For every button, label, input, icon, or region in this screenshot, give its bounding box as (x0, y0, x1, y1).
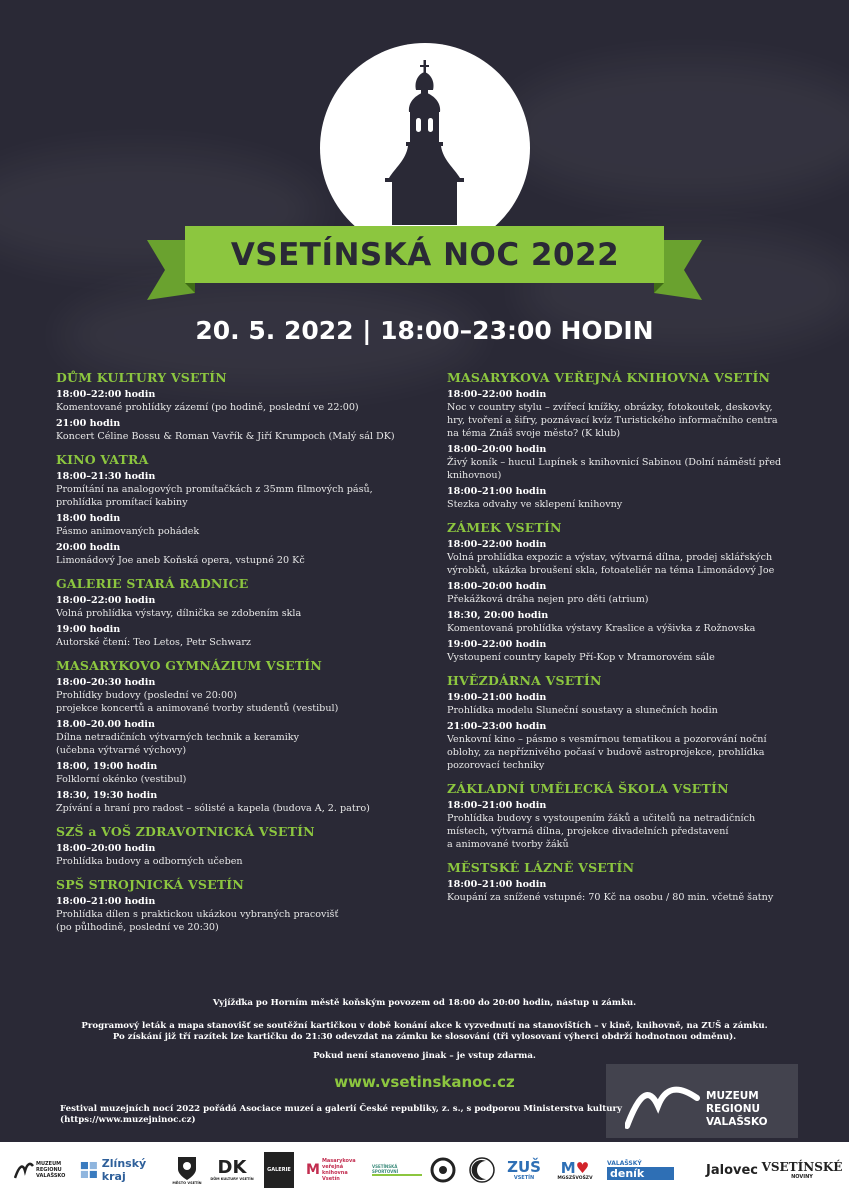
entry-time: 18:00–21:00 hodin (56, 896, 156, 907)
jalovec-logo (706, 1152, 762, 1188)
venue-title: KINO VATRA (56, 452, 149, 467)
muzeum-line: REGIONU (706, 1103, 761, 1115)
logo-text: NOVINY (791, 1173, 813, 1180)
entry-time: 19:00–21:00 hodin (447, 692, 547, 703)
knihovna-logo: M Masarykova veřejná knihovna Vsetín (306, 1152, 364, 1188)
entry-description: Dílna netradičních výtvarných technik a keramiky (učebna výtvarné výchovy) (56, 732, 300, 756)
venue-title: MĚSTSKÉ LÁZNĚ VSETÍN (447, 860, 635, 875)
coat-of-arms-icon (176, 1155, 198, 1181)
venue-kino-vatra (56, 452, 441, 567)
gymnazium-logo (466, 1152, 498, 1188)
entry-time: 18:30, 19:30 hodin (56, 790, 158, 801)
entry-time: 18:00–21:00 hodin (447, 800, 547, 811)
program-entry (447, 720, 807, 772)
logo-text: MGSZŠVOŠZV (557, 1175, 593, 1181)
entry-description: Volná prohlídka expozic a výstav, výtvarná dílna, prodej sklářských výrobků, ukázka broušení skla, fotoateliér na téma Limonádový Joe (447, 552, 775, 576)
entry-time: 21:00–23:00 hodin (447, 721, 547, 732)
venue-title: MASARYKOVO GYMNÁZIUM VSETÍN (56, 658, 322, 673)
entry-time: 18:30, 20:00 hodin (447, 610, 549, 621)
venue-galerie (56, 576, 441, 649)
event-title: VSETÍNSKÁ NOC 2022 (230, 236, 620, 273)
entry-time: 18:00, 19:00 hodin (56, 761, 158, 772)
program-entry (447, 799, 807, 851)
program-entry (56, 470, 441, 509)
venue-gymnazium (56, 658, 441, 815)
entry-time: 20:00 hodin (56, 542, 121, 553)
footer-ride-note: Vyjížďka po Horním městě koňským povozem od 18:00 do 20:00 hodin, nástup u zámku. (212, 998, 637, 1008)
entry-time: 19:00–22:00 hodin (447, 639, 547, 650)
footer-leaflet-note: Programový leták a mapa stanovišť se soutěžní kartičkou v době konání akce k vyzvednutí na stanovištích – v kině, knihovně, na ZUŠ a zámku. (81, 1021, 768, 1031)
entry-description: Folklorní okénko (vestibul) (56, 774, 187, 785)
entry-description: Překážková dráha nejen pro děti (atrium) (447, 594, 649, 605)
entry-description: Živý koník – hucul Lupínek s knihovnicí Sabinou (Dolní náměstí před knihovnou) (447, 457, 782, 481)
logo-text: Zlínský kraj (101, 1157, 147, 1183)
program-left-column (56, 370, 441, 943)
logo-text: ZUŠ (507, 1158, 541, 1176)
entry-description: Pásmo animovaných pohádek (56, 526, 200, 537)
vsetinske-noviny-logo (761, 1152, 843, 1188)
program-entry (56, 842, 441, 868)
entry-time: 18:00 hodin (56, 513, 121, 524)
venue-hvezdarna (447, 673, 807, 772)
entry-time: 18:00–20:00 hodin (447, 581, 547, 592)
festival-note: Festival muzejních nocí 2022 pořádá Asociace muzeí a galerií České republiky, z. s., s podporou Ministerstva kultury (https://www.muzejninoc.cz) (60, 1104, 623, 1125)
zlinsky-squares-icon (80, 1160, 98, 1180)
logo-text: Masarykova veřejná knihovna Vsetín (321, 1158, 356, 1182)
venue-title: ZÁKLADNÍ UMĚLECKÁ ŠKOLA VSETÍN (447, 781, 729, 796)
entry-time: 21:00 hodin (56, 418, 121, 429)
muzeum-line: VALAŠSKO (706, 1116, 768, 1128)
entry-description: Koupání za snížené vstupné: 70 Kč na osobu / 80 min. včetně šatny (447, 892, 774, 903)
footer-free-entry: Pokud není stanoveno jinak – je vstup zdarma. (313, 1051, 536, 1061)
entry-time: 18:00–20:00 hodin (56, 843, 156, 854)
entry-description: Noc v country stylu – zvířecí knížky, obrázky, fotokoutek, deskovky, hry, tvoření a šifry, poznávací kvíz Turistického informačního centra na téma Znáš svoje město? (K klub) (447, 402, 778, 439)
program-entry (56, 512, 441, 538)
entry-time: 18:00–22:00 hodin (447, 389, 547, 400)
venue-knihovna (447, 370, 807, 511)
program-entry (447, 580, 807, 606)
entry-time: 18.00–20.00 hodin (56, 719, 155, 730)
program-entry (56, 718, 441, 757)
logo-text: VSETÍNSKÁ SPORTOVNÍ (372, 1164, 422, 1176)
entry-time: 18:00–21:00 hodin (447, 486, 547, 497)
background-cloud (500, 60, 849, 200)
entry-description: Prohlídky budovy (poslední ve 20:00) projekce koncertů a animované tvorby studentů (vestibul) (56, 690, 339, 714)
venue-sps (56, 877, 441, 934)
entry-description: Prohlídka budovy a odborných učeben (56, 856, 243, 867)
program-entry (56, 388, 441, 414)
muzeum-regionu-logo (14, 1152, 74, 1188)
sportovni-logo (372, 1152, 422, 1188)
venue-title: SZŠ a VOŠ ZDRAVOTNICKÁ VSETÍN (56, 824, 315, 839)
logo-text: VSETÍNSKÉ (761, 1159, 843, 1174)
footer-stamp-note: Po získání již tří razítek lze kartičku do 21:30 odevzdat na zámku ke slosování (tři vylosovaní výherci obdrží hodnotnou odměnu). (112, 1032, 737, 1042)
event-date-time: 20. 5. 2022 | 18:00–23:00 HODIN (195, 316, 654, 345)
entry-description: Autorské čtení: Teo Letos, Petr Schwarz (56, 637, 251, 648)
program-entry (447, 485, 807, 511)
entry-time: 18:00–22:00 hodin (56, 389, 156, 400)
program-entry (447, 691, 807, 717)
program-entry (56, 676, 441, 715)
entry-description: Stezka odvahy ve sklepení knihovny (447, 499, 623, 510)
program-entry (447, 388, 807, 440)
program-entry (56, 789, 441, 815)
program-entry (56, 895, 441, 934)
dum-kultury-logo (208, 1152, 256, 1188)
logo-text: VALAŠSKÝ (607, 1160, 642, 1167)
logo-text: DŮM KULTURY VSETÍN (210, 1177, 254, 1181)
muzeum-line: MUZEUM (706, 1090, 759, 1102)
valassky-denik-logo (607, 1152, 699, 1188)
program-entry (56, 760, 441, 786)
entry-description: Limonádový Joe aneb Koňská opera, vstupné 20 Kč (56, 555, 305, 566)
entry-description: Prohlídka budovy s vystoupením žáků a učitelů na netradičních místech, výtvarná dílna, projekce divadelních představení a animované tvorby žáků (447, 813, 756, 850)
venue-title: HVĚZDÁRNA VSETÍN (447, 673, 602, 688)
church-tower-icon (385, 60, 465, 225)
venue-title: DŮM KULTURY VSETÍN (56, 370, 227, 385)
venue-title: SPŠ STROJNICKÁ VSETÍN (56, 877, 244, 892)
galerie-logo (264, 1152, 294, 1188)
entry-time: 18:00–20:00 hodin (447, 444, 547, 455)
muzeum-logo-text (706, 1090, 768, 1129)
entry-time: 18:00–20:30 hodin (56, 677, 156, 688)
entry-description: Prohlídka dílen s praktickou ukázkou vybraných pracovišť (po půlhodině, poslední ve 20:30) (56, 909, 339, 933)
mgsz-logo: M♥ MGSZŠVOŠZV (557, 1158, 593, 1181)
entry-description: Prohlídka modelu Sluneční soustavy a slunečních hodin (447, 705, 718, 716)
logo-text: DK (217, 1157, 247, 1178)
logo-text: MĚSTO VSETÍN (172, 1181, 202, 1185)
program-entry (447, 878, 807, 904)
logo-text: MUZEUM REGIONU VALAŠSKO (36, 1161, 66, 1179)
venue-zamek (447, 520, 807, 664)
muzeum-m-icon (14, 1160, 34, 1180)
entry-description: Zpívání a hraní pro radost – sólisté a kapela (budova A, 2. patro) (56, 803, 370, 814)
entry-time: 18:00–21:30 hodin (56, 471, 156, 482)
zlinsky-kraj-logo (80, 1152, 166, 1188)
entry-time: 18:00–22:00 hodin (56, 595, 156, 606)
venue-szs (56, 824, 441, 868)
entry-time: 19:00 hodin (56, 624, 121, 635)
entry-description: Komentovaná prohlídka výstavy Kraslice a výšivka z Rožnovska (447, 623, 756, 634)
program-entry (447, 538, 807, 577)
program-entry (56, 594, 441, 620)
entry-description: Promítání na analogových promítačkách z 35mm filmových pásů, prohlídka promítací kabiny (56, 484, 373, 508)
program-entry (56, 417, 441, 443)
spss-logo (428, 1152, 458, 1188)
entry-time: 18:00–21:00 hodin (447, 879, 547, 890)
logo-text: VSETÍN (513, 1175, 535, 1181)
venue-lazne (447, 860, 807, 904)
program-right-column (447, 370, 807, 913)
logo-text: GALERIE (267, 1167, 291, 1173)
program-entry (56, 623, 441, 649)
program-entry (56, 541, 441, 567)
entry-description: Venkovní kino – pásmo s vesmírnou tematikou a pozorování noční oblohy, za nepříznivého počasí v budově astroprojekce, prohlídka pozorovací techniky (447, 734, 767, 771)
entry-description: Koncert Céline Bossu & Roman Vavřík & Jiří Krumpoch (Malý sál DK) (56, 431, 395, 442)
entry-description: Komentované prohlídky zázemí (po hodině, poslední ve 22:00) (56, 402, 359, 413)
mesto-vsetin-logo (172, 1152, 202, 1188)
venue-dum-kultury (56, 370, 441, 443)
website-link[interactable]: www.vsetinskanoc.cz (334, 1073, 515, 1091)
logo-text: deník (607, 1167, 674, 1180)
venue-title: MASARYKOVA VEŘEJNÁ KNIHOVNA VSETÍN (447, 370, 771, 385)
program-entry (447, 609, 807, 635)
program-entry (447, 443, 807, 482)
program-entry (447, 638, 807, 664)
zus-logo (506, 1152, 542, 1188)
gear-icon (429, 1156, 457, 1184)
venue-title: GALERIE STARÁ RADNICE (56, 576, 249, 591)
crescent-icon (467, 1155, 497, 1185)
entry-description: Vystoupení country kapely Pří-Kop v Mramorovém sále (447, 652, 715, 663)
entry-description: Volná prohlídka výstavy, dílnička se zdobením skla (56, 608, 302, 619)
venue-zus (447, 781, 807, 851)
logo-text: Jalovec (706, 1162, 758, 1178)
entry-time: 18:00–22:00 hodin (447, 539, 547, 550)
venue-title: ZÁMEK VSETÍN (447, 520, 562, 535)
